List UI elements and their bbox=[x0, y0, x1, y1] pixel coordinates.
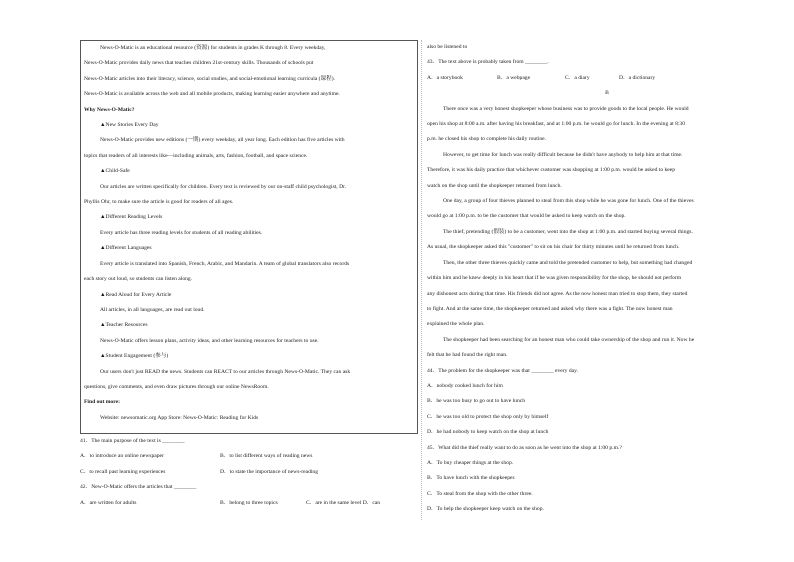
passage-line: News-O-Matic is available across the web and all mobile products, making learning easier anywhere and anytime. bbox=[84, 91, 340, 98]
story-line: explained the whole plan. bbox=[427, 321, 485, 328]
option-d: D．he had nobody to keep watch on the shop at lunch bbox=[427, 429, 549, 436]
question-44 bbox=[427, 364, 787, 441]
story bbox=[427, 102, 787, 364]
right-column bbox=[427, 40, 787, 518]
column-divider bbox=[421, 40, 422, 520]
options-row bbox=[80, 449, 418, 464]
passage-line: questions, give comments, and even draw pictures through our online NewsRoom. bbox=[84, 383, 269, 390]
passage-line: Our articles are written specifically for children. Every text is reviewed by our on-staff child psychologist, Dr. bbox=[100, 183, 347, 190]
passage-heading: Why News-O-Matic? bbox=[84, 106, 135, 113]
passage-subheading: ▲Child-Safe bbox=[100, 168, 130, 175]
left-column bbox=[80, 40, 418, 511]
passage-line: News-O-Matic provides daily news that teaches children 21st-century skills. Thousands of schools put bbox=[84, 60, 314, 67]
continued-option: also be listened to bbox=[427, 44, 468, 50]
passage-line: topics that readers of all interests like—including animals, arts, fashion, football, and space science. bbox=[84, 152, 308, 159]
passage-line: News-O-Matic offers lesson plans, activity ideas, and other learning resources for teachers to use. bbox=[100, 337, 319, 344]
passage-box bbox=[80, 40, 418, 434]
question-41 bbox=[80, 434, 418, 480]
option-a: A．are written for adults bbox=[80, 499, 137, 506]
option-c: C．to recall past learning experiences bbox=[80, 468, 166, 475]
section-label: B bbox=[605, 90, 609, 97]
options-row bbox=[427, 71, 787, 86]
story-line: The shopkeeper had been searching for an honest man who could take ownership of the shop and run it. Now he bbox=[443, 336, 695, 343]
story-line: The thief, pretending (假装) to be a customer, went into the shop at 1:00 p.m. and started buying several things. bbox=[443, 228, 693, 235]
question-stem: 43．The text above is probably taken from ________. bbox=[427, 59, 549, 66]
passage-subheading: ▲Different Languages bbox=[100, 245, 152, 252]
story-line: Therefore, it was his daily practice that whichever customer was shopping at 1:00 p.m. would be asked to keep bbox=[427, 167, 676, 174]
option-b: B．he was too busy to go out to have lunch bbox=[427, 398, 526, 405]
passage-subheading: ▲New Stories Every Day bbox=[100, 122, 159, 129]
passage-subheading: ▲Different Reading Levels bbox=[100, 214, 163, 221]
option-c: C．To steal from the shop with the other three. bbox=[427, 490, 533, 497]
story-line: As usual, the shopkeeper asked this "customer" to sit on his chair for thirty minutes until he returned from lunch. bbox=[427, 244, 680, 251]
option-a: A．to introduce an online newspaper bbox=[80, 453, 164, 460]
story-line: any dishonest acts during that time. His friends did not agree. As the now honest man tried to stop them, they started bbox=[427, 290, 688, 297]
passage-heading: Find out more: bbox=[84, 399, 120, 406]
option-a: A．nobody cooked lunch for him bbox=[427, 382, 503, 389]
story-line: watch on the shop until the shopkeeper returned from lunch. bbox=[427, 182, 562, 189]
question-stem: 44．The problem for the shopkeeper was that ________ every day. bbox=[427, 367, 578, 374]
story-line: However, to get time for lunch was really difficult because he didn't have anybody to help him at that time. bbox=[443, 151, 683, 158]
question-43 bbox=[427, 55, 787, 86]
passage-line: Phyllis Ohr, to make sure the article is good for readers of all ages. bbox=[84, 199, 234, 206]
passage-subheading: ▲Read Aloud for Every Article bbox=[100, 291, 172, 298]
passage-line: Website: newsomatic.org App Store: News-O-Matic: Reading for Kids bbox=[100, 414, 259, 421]
option-a: A．a storybook bbox=[427, 74, 463, 81]
options-row bbox=[80, 496, 418, 511]
question-stem: 42．New-O-Matic offers the articles that ________ bbox=[80, 484, 197, 491]
passage-line: News-O-Matic provides new editions (一期) every weekday, all year long. Each edition has five articles with bbox=[100, 137, 345, 144]
option-d: D．a dictionary bbox=[619, 74, 656, 81]
option-d: D．to state the importance of news-reading bbox=[220, 468, 319, 475]
story-line: open his shop at 8:00 a.m. after having his breakfast, and at 1:00 p.m. he would go for lunch. In the evening at 8:30 bbox=[427, 121, 686, 128]
passage-line: Every article has three reading levels for students of all reading abilities. bbox=[100, 229, 263, 236]
question-42 bbox=[80, 480, 418, 511]
story-line: to fight. And at the same time, the shopkeeper returned and asked why there was a fight. The now honest man bbox=[427, 305, 673, 312]
story-line: There once was a very honest shopkeeper whose business was to provide goods to the local people. He would bbox=[443, 105, 689, 112]
passage-line: each story out loud, so students can listen along. bbox=[84, 276, 193, 283]
passage-line: News-O-Matic articles into their literacy, science, social studies, and social-emotional learning curricula (课程). bbox=[84, 75, 335, 82]
passage-line: Every article is translated into Spanish, French, Arabic, and Mandarin. A team of global translators also records bbox=[100, 260, 350, 267]
options-row bbox=[80, 465, 418, 480]
story-line: Then, the other three thieves quickly came and told the pretended customer to help, but something had changed bbox=[443, 259, 693, 266]
story-line: felt that he had found the right man. bbox=[427, 352, 508, 359]
option-b: B．a webpage bbox=[497, 74, 531, 81]
story-line: One day, a group of four thieves planned to steal from this shop while he was gone for lunch. One of the thieves bbox=[443, 198, 694, 205]
question-45 bbox=[427, 441, 787, 518]
passage-subheading: ▲Teacher Resources bbox=[100, 322, 148, 329]
story-line: would go at 1:00 p.m. to be the customer that would be asked to keep watch on the shop. bbox=[427, 213, 626, 220]
option-c: C．he was too old to protect the shop only by himself bbox=[427, 413, 549, 420]
passage-line: All articles, in all languages, are read out loud. bbox=[100, 306, 205, 313]
option-a: A．To buy cheaper things at the shop. bbox=[427, 459, 514, 466]
option-d: D．To help the shopkeeper keep watch on the shop. bbox=[427, 506, 544, 513]
story-line: p.m. he closed his shop to complete his daily routine. bbox=[427, 136, 547, 143]
option-c: C．a diary bbox=[565, 74, 590, 81]
question-stem: 41．The main purpose of the text is ________ bbox=[80, 438, 185, 444]
passage-line: Our users don't just READ the news. Students can REACT to our articles through News-O-Matic. They can ask bbox=[100, 368, 351, 375]
option-c-d: C．are in the same level D．can bbox=[306, 499, 381, 506]
option-b: B．to list different ways of reading news bbox=[220, 453, 313, 460]
option-b: B．belong to three topics bbox=[220, 499, 278, 506]
option-b: B．To have lunch with the shopkeeper. bbox=[427, 475, 516, 482]
passage-subheading: ▲Student Engagement (参与) bbox=[100, 353, 169, 360]
story-line: within him and he knew deeply in his heart that if he was given responsibility for the shop, he should not perform bbox=[427, 275, 682, 282]
question-stem: 45．What did the thief really want to do as soon as he went into the shop at 1:00 p.m.? bbox=[427, 444, 622, 451]
passage-line: News-O-Matic is an educational resource (资源) for students in grades K through 8. Every weekday, bbox=[100, 45, 326, 51]
